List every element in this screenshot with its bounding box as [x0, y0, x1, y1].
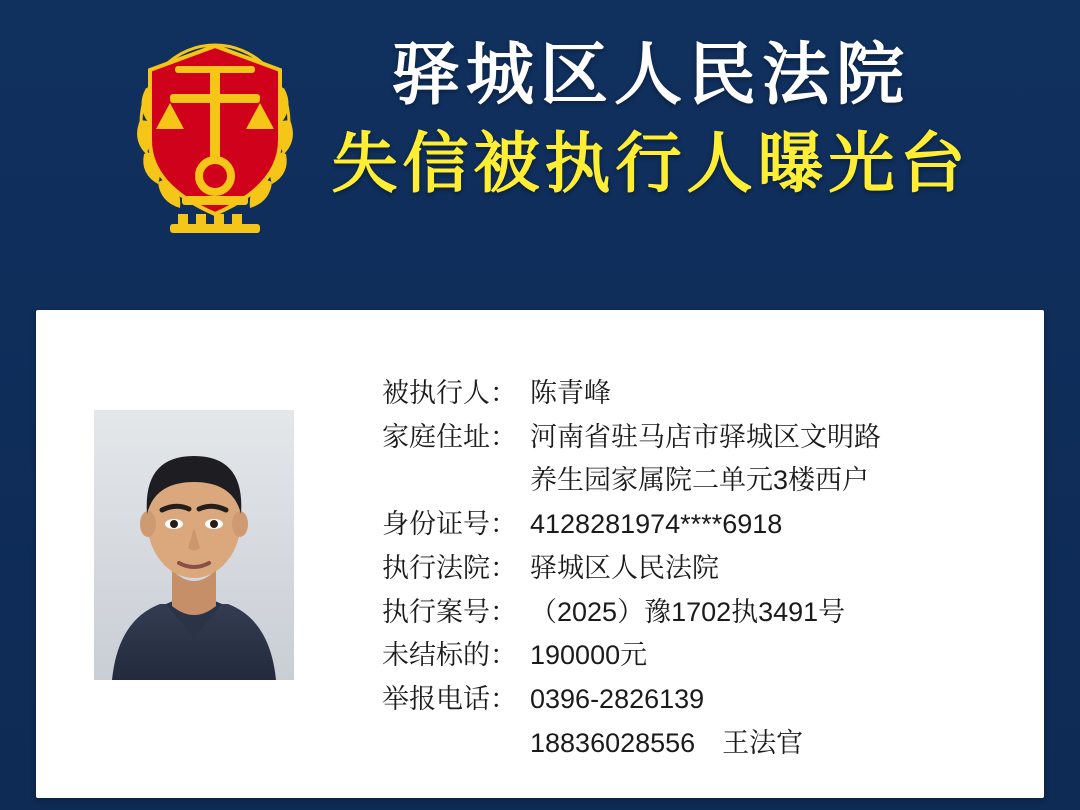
- info-value-continuation: 养生园家属院二单元3楼西户: [530, 465, 870, 496]
- info-row: [382, 591, 1044, 635]
- info-row: [382, 634, 1044, 678]
- china-court-emblem-icon: [120, 28, 310, 238]
- info-label: 身份证号：: [382, 509, 517, 540]
- info-value: （2025）豫1702执3491号: [530, 596, 846, 627]
- info-value: 190000元: [530, 640, 648, 671]
- debtor-info-list: [382, 372, 1044, 766]
- info-value: 4128281974****6918: [530, 509, 783, 540]
- avatar: [94, 410, 294, 680]
- info-label: 未结标的：: [382, 640, 517, 671]
- info-label: 执行法院：: [382, 552, 517, 583]
- info-label: 举报电话：: [382, 684, 517, 715]
- info-row: [382, 547, 1044, 591]
- info-row: [382, 503, 1044, 547]
- info-value-continuation: 18836028556 王法官: [530, 727, 804, 758]
- info-label: 执行案号：: [382, 596, 517, 627]
- page-title: 驿城区人民法院: [391, 37, 910, 113]
- poster-titles: [332, 36, 971, 205]
- debtor-card: [36, 310, 1044, 798]
- poster-header: [0, 18, 1080, 268]
- info-value: 驿城区人民法院: [530, 552, 719, 583]
- info-row: [382, 372, 1044, 416]
- page-subtitle: 失信被执行人曝光台: [331, 126, 971, 201]
- info-value: 陈青峰: [530, 378, 611, 408]
- info-row: [382, 416, 1044, 460]
- info-label: 家庭住址：: [382, 421, 517, 452]
- info-value: 0396-2826139: [530, 684, 705, 715]
- info-label: 被执行人：: [382, 378, 517, 408]
- info-value: 河南省驻马店市驿城区文明路: [530, 421, 881, 452]
- info-row: [382, 678, 1044, 722]
